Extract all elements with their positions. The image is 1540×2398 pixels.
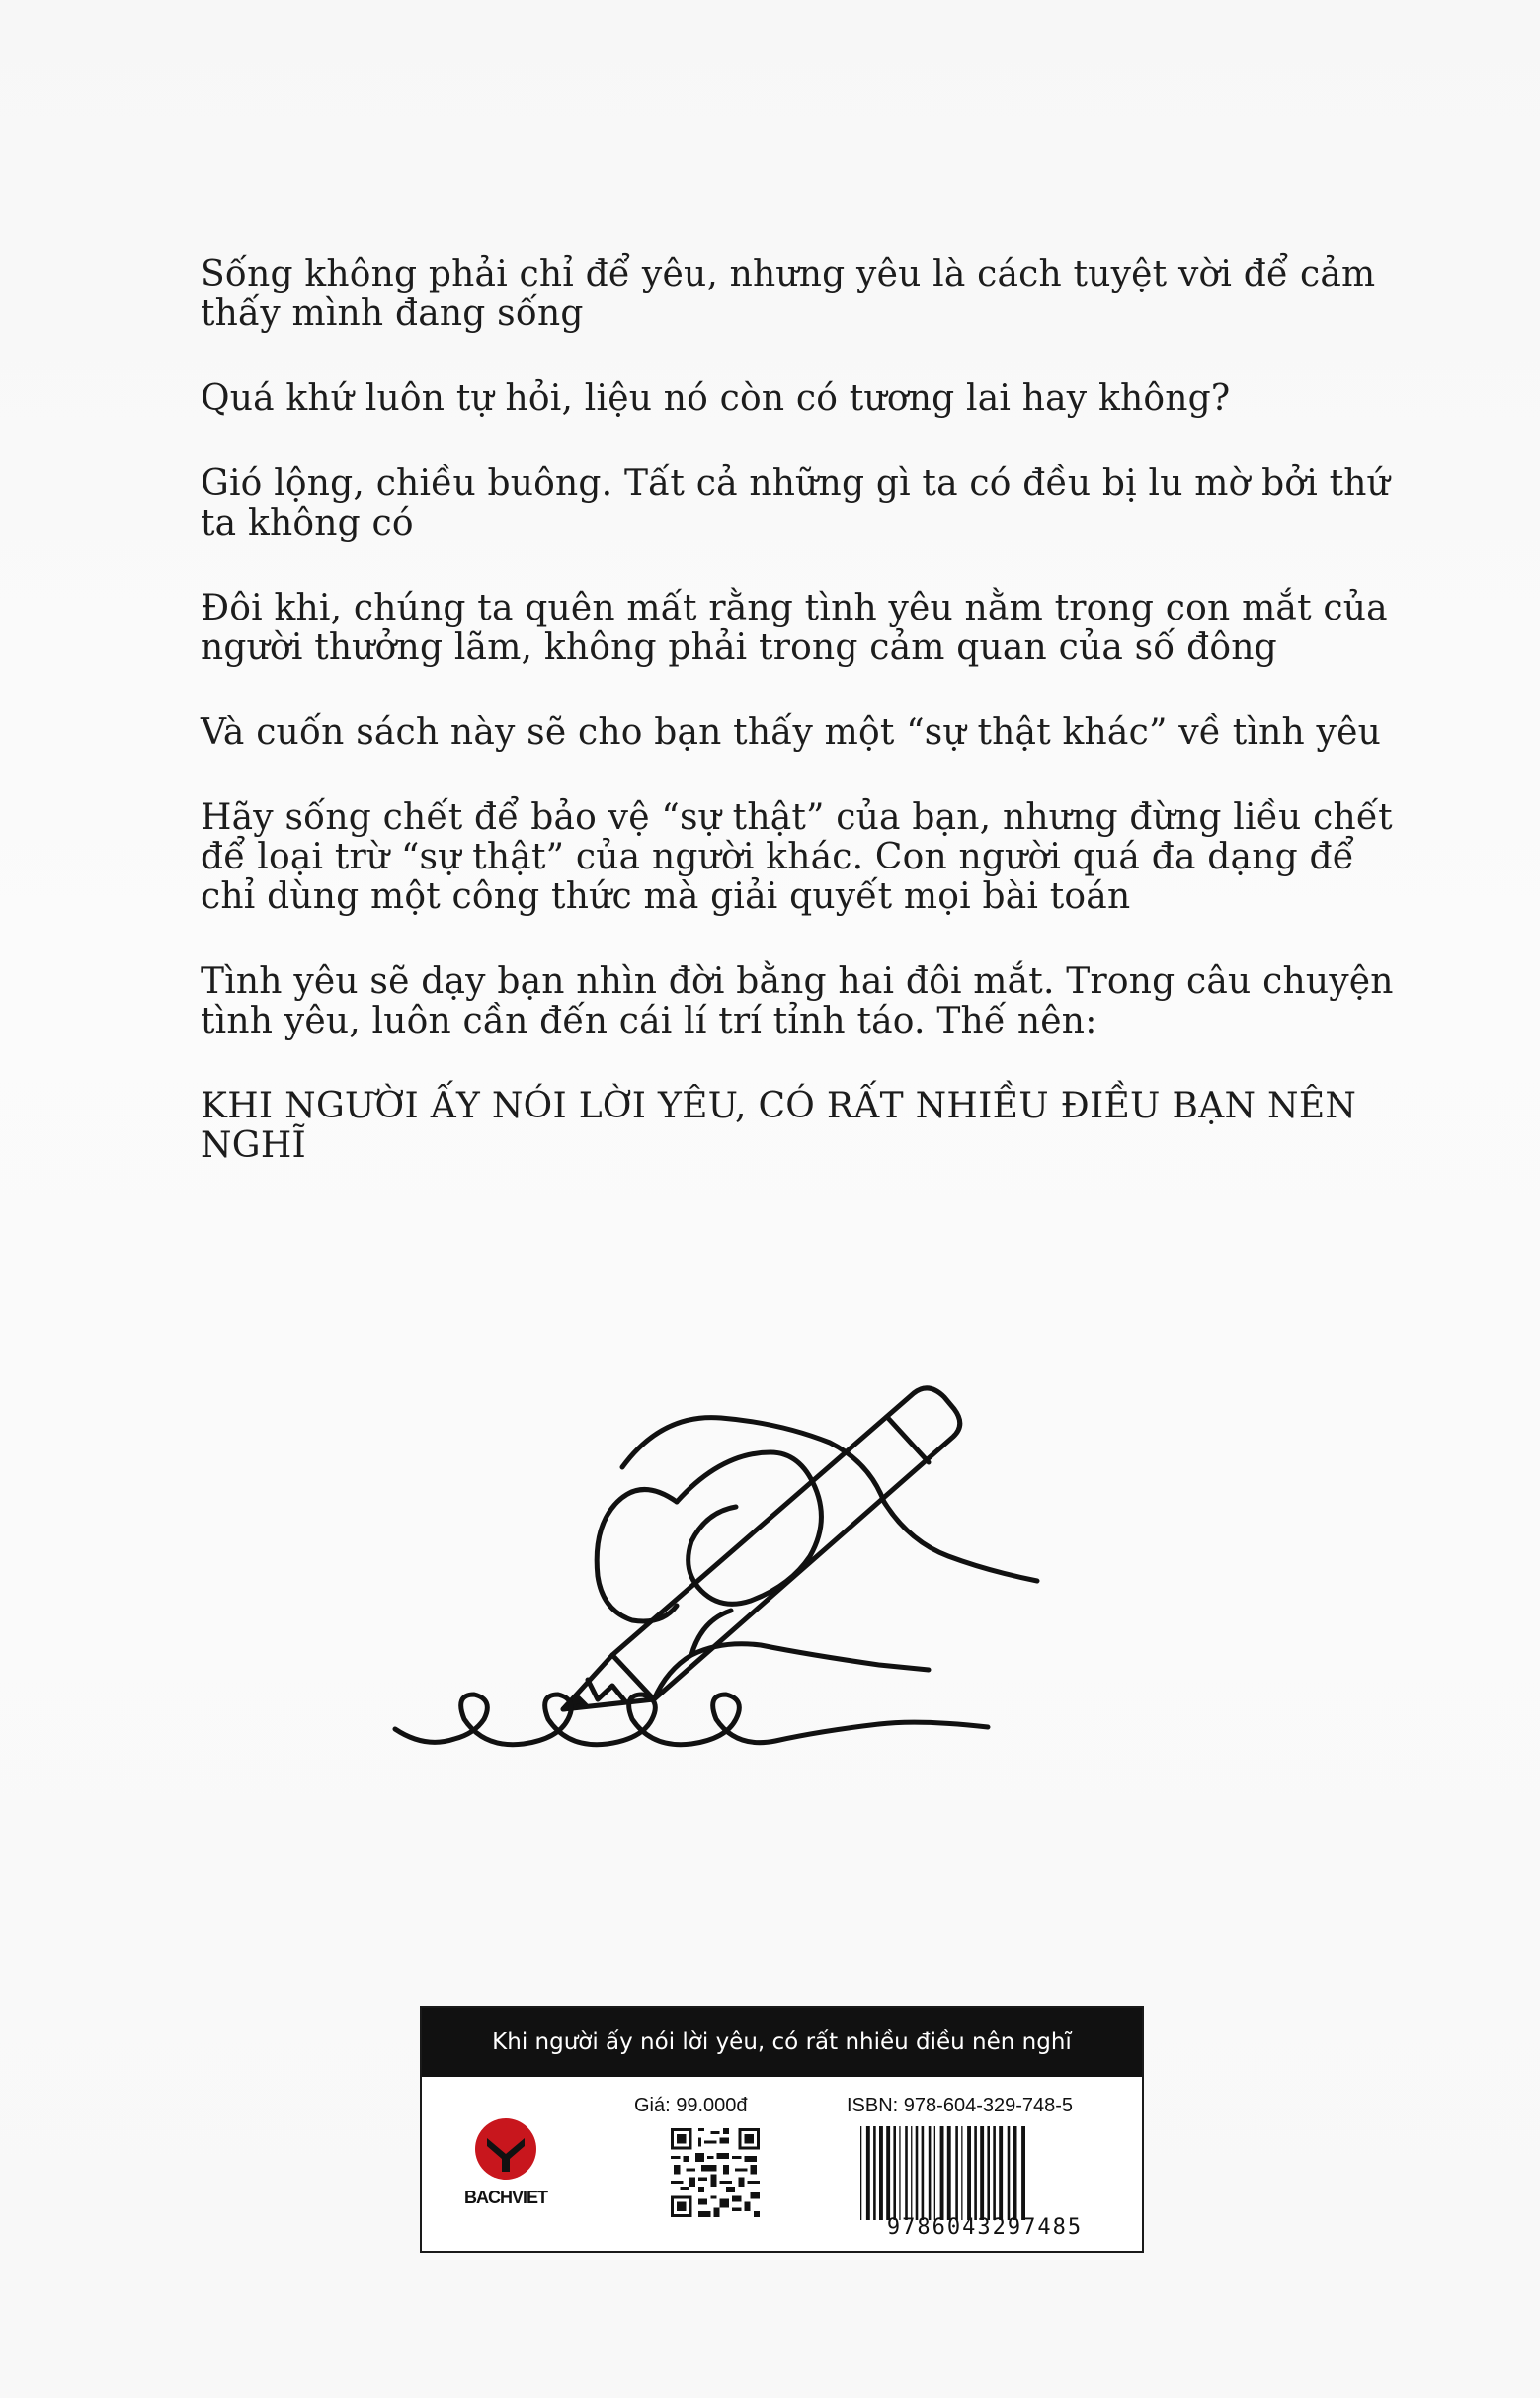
- barcode-bar: [955, 2126, 958, 2220]
- blurb-text: [201, 255, 1406, 1211]
- blurb-paragraph-7: Tình yêu sẽ dạy bạn nhìn đời bằng hai đôi mắt. Trong câu chuyện tình yêu, luôn cần đến cái lí trí tỉnh táo. Thế nên:: [201, 961, 1394, 1041]
- barcode-bar: [879, 2126, 883, 2220]
- barcode-bar: [1008, 2126, 1011, 2220]
- price-label: Giá: 99.000đ: [634, 2095, 748, 2116]
- barcode-digits: 9786043297485: [886, 2215, 1084, 2240]
- barcode-bar: [886, 2126, 890, 2220]
- barcode-bar: [967, 2126, 971, 2220]
- barcode-bar: [860, 2126, 861, 2220]
- blurb-closing-line: KHI NGƯỜI ẤY NÓI LỜI YÊU, CÓ RẤT NHIỀU ĐIỀU BẠN NÊN NGHĨ: [201, 1086, 1357, 1166]
- barcode-bar: [893, 2126, 896, 2220]
- blurb-paragraph-2: Quá khứ luôn tự hỏi, liệu nó còn có tương lai hay không?: [201, 378, 1231, 419]
- isbn-label: ISBN: 978-604-329-748-5: [847, 2095, 1074, 2116]
- barcode-bar: [922, 2126, 925, 2220]
- book-info-box: [420, 2006, 1144, 2253]
- barcode-bar: [873, 2126, 876, 2220]
- barcode-bar: [961, 2126, 962, 2220]
- blurb-paragraph-4: Đôi khi, chúng ta quên mất rằng tình yêu nằm trong con mắt của người thưởng lãm, không phải trong cảm quan của số đông: [201, 588, 1388, 668]
- barcode-bar: [929, 2126, 932, 2220]
- barcode-bar: [911, 2126, 912, 2220]
- qr-code-icon: [671, 2128, 760, 2217]
- barcode-bar: [916, 2126, 919, 2220]
- blurb-paragraph-3: Gió lộng, chiều buông. Tất cả những gì ta có đều bị lu mờ bởi thứ ta không có: [201, 463, 1391, 543]
- bachviet-logo-icon: [473, 2116, 538, 2182]
- blurb-paragraph-1: Sống không phải chỉ để yêu, nhưng yêu là cách tuyệt vời để cảm thấy mình đang sống: [201, 254, 1376, 334]
- barcode-bar: [866, 2126, 870, 2220]
- barcode-bar: [940, 2126, 944, 2220]
- barcode-bar: [947, 2126, 951, 2220]
- blurb-paragraph-5: Và cuốn sách này sẽ cho bạn thấy một “sự thật khác” về tình yêu: [201, 712, 1381, 753]
- barcode-bar: [980, 2126, 984, 2220]
- publisher-logo: [461, 2116, 550, 2208]
- barcode-bar: [993, 2126, 996, 2220]
- barcode-bar: [934, 2126, 935, 2220]
- book-title-banner: Khi người ấy nói lời yêu, có rất nhiều điều nên nghĩ: [422, 2008, 1142, 2077]
- barcode-bar: [899, 2126, 900, 2220]
- hand-writing-with-pencil-icon: [395, 1373, 1166, 1848]
- blurb-paragraph-6: Hãy sống chết để bảo vệ “sự thật” của bạn, nhưng đừng liều chết để loại trừ “sự thật” của người khác. Con người quá đa dạng để chỉ dùng một công thức mà giải quyết mọi bài toán: [201, 797, 1393, 917]
- barcode-bar: [1021, 2126, 1025, 2220]
- barcode-bar: [974, 2126, 977, 2220]
- barcode-bar: [987, 2126, 990, 2220]
- barcode-bar: [1013, 2126, 1017, 2220]
- barcode-icon: [856, 2126, 1113, 2220]
- publisher-name: BACHVIET: [463, 2188, 547, 2207]
- barcode-bar: [905, 2126, 908, 2220]
- barcode-bar: [999, 2126, 1003, 2220]
